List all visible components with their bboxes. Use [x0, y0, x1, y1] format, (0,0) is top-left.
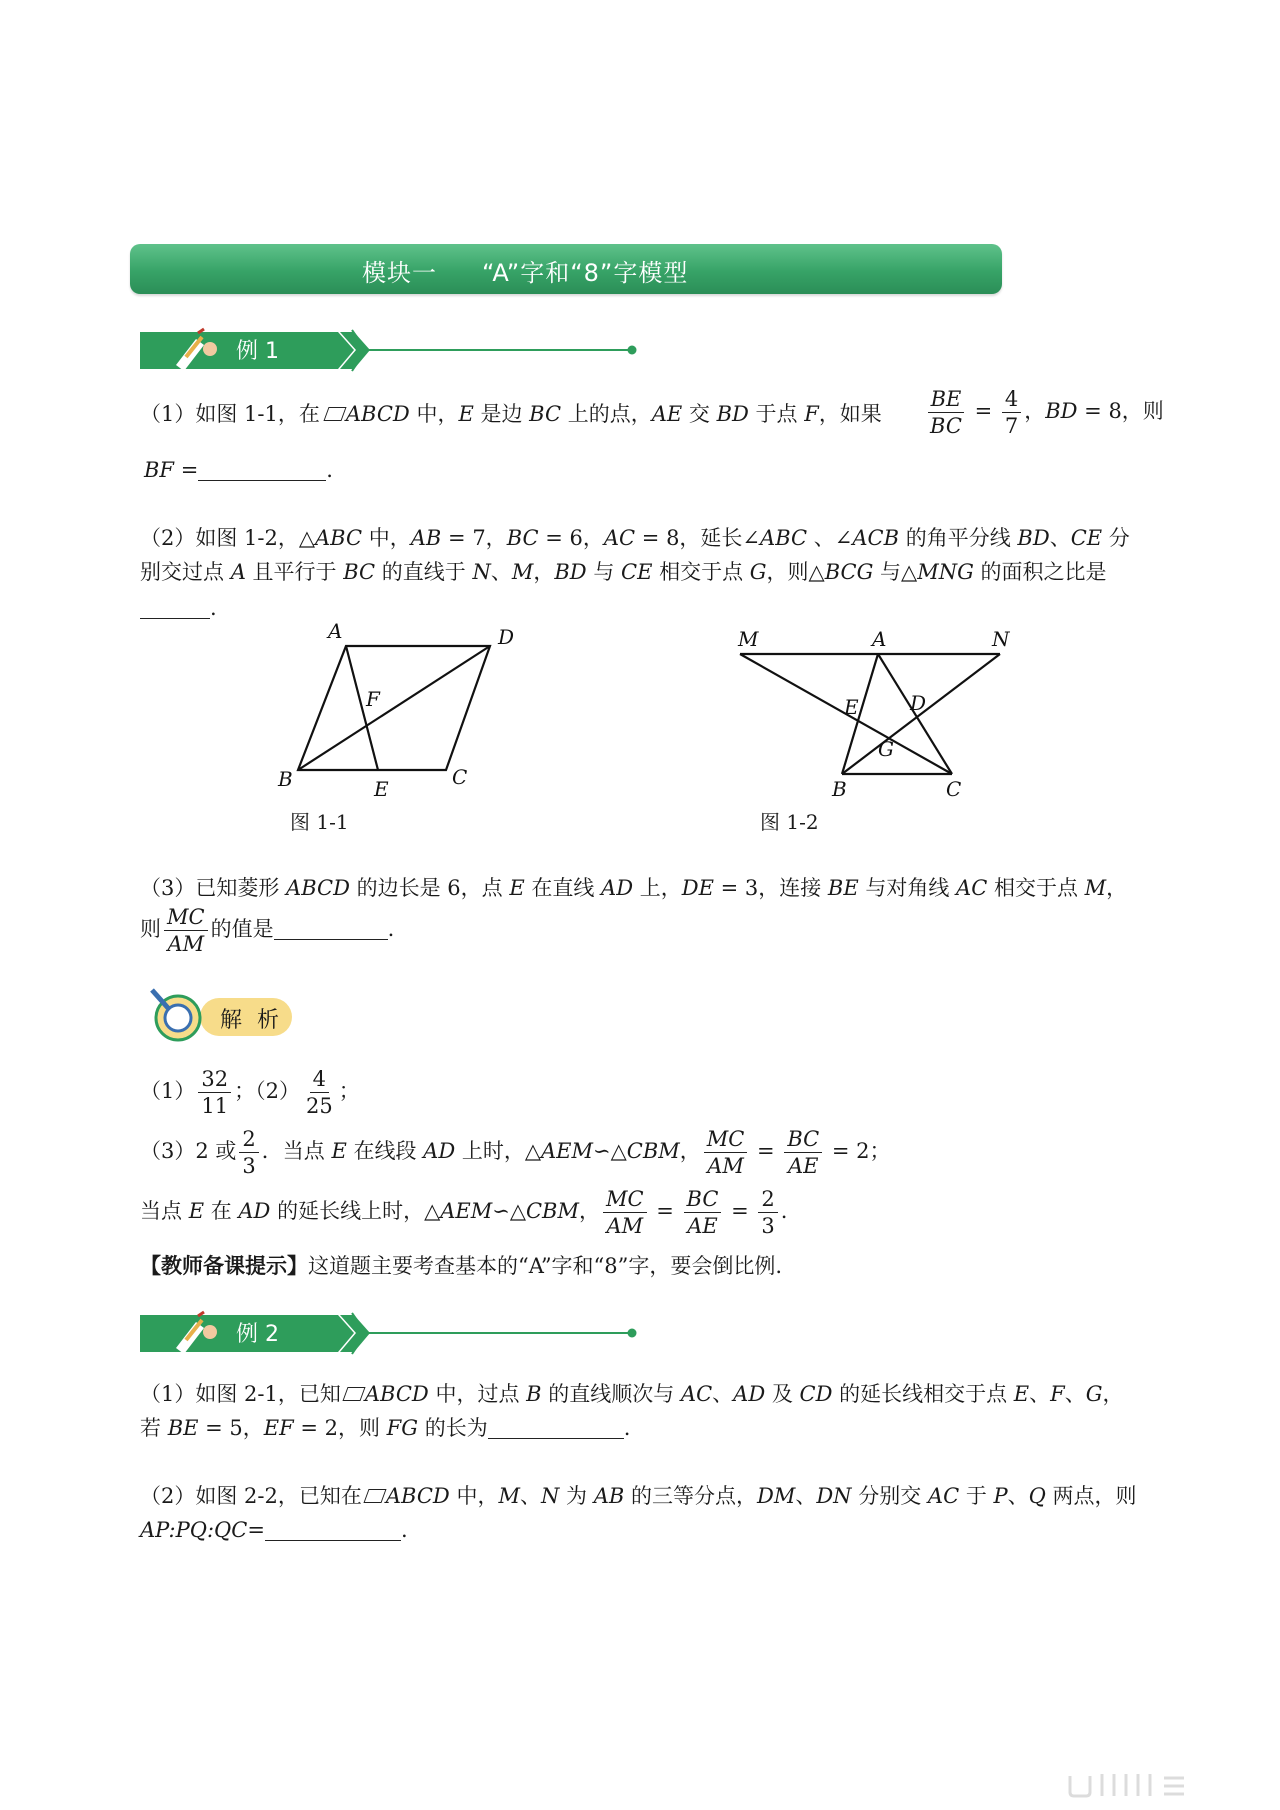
bars-watermark-icon [1060, 1770, 1260, 1800]
fraction: $\frac{BE}{BC}$ [927, 386, 965, 439]
module-title: “A”字和“8”字模型 [482, 259, 689, 287]
label-n: N [992, 627, 1010, 651]
ex1-q3-line1: （3）已知菱形 ABCD 的边长是 6，点 E 在直线 AD 上，DE = 3，连接 BE 与对角线 AC 相交于点 M， [140, 876, 1128, 900]
ex1-q2-line3: . [140, 594, 217, 622]
figure-1-1-caption: 图 1-1 [290, 810, 349, 834]
example1-label: 例 1 [236, 339, 279, 364]
ex2-q2-line1: （2）如图 2-2，已知在 ABCD 中，M、N 为 AB 的三等分点，DM、DN 分别交 AC 于 P、Q 两点，则 [140, 1484, 1137, 1508]
teacher-tip-label: 【教师备课提示】 [140, 1253, 308, 1278]
answer-blank[interactable] [198, 458, 326, 481]
fraction: $\frac{MC}{AM}$ [603, 1186, 647, 1239]
fraction: $\frac{4}{7}$ [1002, 386, 1021, 439]
example-tag-shape [140, 1310, 660, 1356]
label-f: F [366, 687, 380, 711]
ex2-q1-line2: 若 BE = 5，EF = 2，则 FG 的长为 . [140, 1416, 631, 1440]
example1-tag [140, 327, 660, 373]
example2-tag [140, 1310, 660, 1356]
ex1-q1-ratio: $\frac{BE}{BC}$ = $\frac{4}{7}$ ，BD = 8，则 [924, 386, 1164, 439]
figure-1-2 [728, 620, 1028, 800]
label-e: E [374, 777, 389, 800]
parallelogram-icon [363, 1489, 386, 1503]
label-m: M [738, 627, 759, 651]
ex1-q1-line2: BF = . [144, 458, 333, 482]
fraction: $\frac{MC}{AM}$ [164, 904, 208, 957]
segment-bd [298, 646, 490, 770]
fraction: $\frac{4}{25}$ [305, 1067, 333, 1118]
fraction: $\frac{BC}{AE}$ [784, 1126, 822, 1179]
parallelogram-icon [323, 407, 346, 421]
analysis-label: 解 析 [220, 1008, 283, 1033]
ex1-q2-line2: 别交过点 A 且平行于 BC 的直线于 N、M，BD 与 CE 相交于点 G，则△BCG 与△MNG 的面积之比是 [140, 560, 1107, 584]
ex1-q3-line2: 则 $\frac{MC}{AM}$ 的值是 . [140, 905, 395, 956]
example-tag-shape [140, 327, 660, 373]
answer-blank[interactable] [265, 1518, 401, 1541]
ex2-q1-line1: （1）如图 2-1，已知 ABCD 中，过点 B 的直线顺次与 AC、AD 及 CD 的延长线相交于点 E、F、G， [140, 1382, 1124, 1406]
fraction: $\frac{BC}{AE}$ [684, 1186, 722, 1239]
label-d: D [498, 625, 515, 649]
teacher-tip-text: 这道题主要考查基本的“A”字和“8”字，要会倒比例. [308, 1254, 783, 1278]
fraction: $\frac{MC}{AM}$ [704, 1126, 748, 1179]
example2-label: 例 2 [236, 1322, 279, 1347]
answer-blank[interactable] [274, 917, 388, 940]
teacher-tip [140, 1252, 782, 1280]
label-e: E [844, 695, 859, 719]
figure-1-2-caption: 图 1-2 [760, 810, 819, 834]
fraction: $\frac{2}{3}$ [239, 1126, 258, 1179]
label-a: A [872, 627, 887, 651]
label-c: C [946, 777, 962, 800]
module-banner [130, 244, 1002, 294]
label-b: B [832, 777, 847, 800]
answer-blank[interactable] [140, 596, 210, 619]
fraction: $\frac{32}{11}$ [198, 1066, 231, 1119]
analysis-a3: （3）2 或 $\frac{2}{3}$ ．当点 E 在线段 AD 上时，△AEM∽△CBM， $\frac{MC}{AM}$ = $\frac{BC}{AE}$ = 2； [140, 1127, 891, 1178]
ex1-q1-line1: （1）如图 1-1，在 ABCD 中，E 是边 BC 上的点，AE 交 BD 于点 F，如果 [140, 402, 882, 426]
analysis-a1: （1） $\frac{32}{11}$ ；（2） $\frac{4}{25}$ ； [140, 1067, 360, 1118]
module-label: 模块一 [362, 259, 437, 287]
label-a: A [328, 620, 343, 643]
ex2-q2-line2: AP:PQ:QC= . [140, 1518, 408, 1542]
analysis-tag [148, 986, 308, 1046]
label-g: G [878, 737, 894, 761]
answer-blank[interactable] [488, 1416, 624, 1439]
label-d: D [910, 691, 927, 715]
fraction: $\frac{2}{3}$ [758, 1186, 777, 1239]
label-c: C [452, 765, 468, 789]
parallelogram-icon [342, 1387, 365, 1401]
ex1-q2-line1: （2）如图 1-2，△ABC 中，AB = 7，BC = 6，AC = 8，延长∠ABC 、∠ACB 的角平分线 BD、CE 分 [140, 526, 1130, 550]
magnifier-icon [148, 986, 208, 1046]
figure-1-1 [270, 620, 540, 800]
analysis-a4: 当点 E 在 AD 的延长线上时，△AEM∽△CBM， $\frac{MC}{AM}$ = $\frac{BC}{AE}$ = $\frac{2}{3}$ . [140, 1187, 788, 1238]
label-b: B [278, 767, 293, 791]
